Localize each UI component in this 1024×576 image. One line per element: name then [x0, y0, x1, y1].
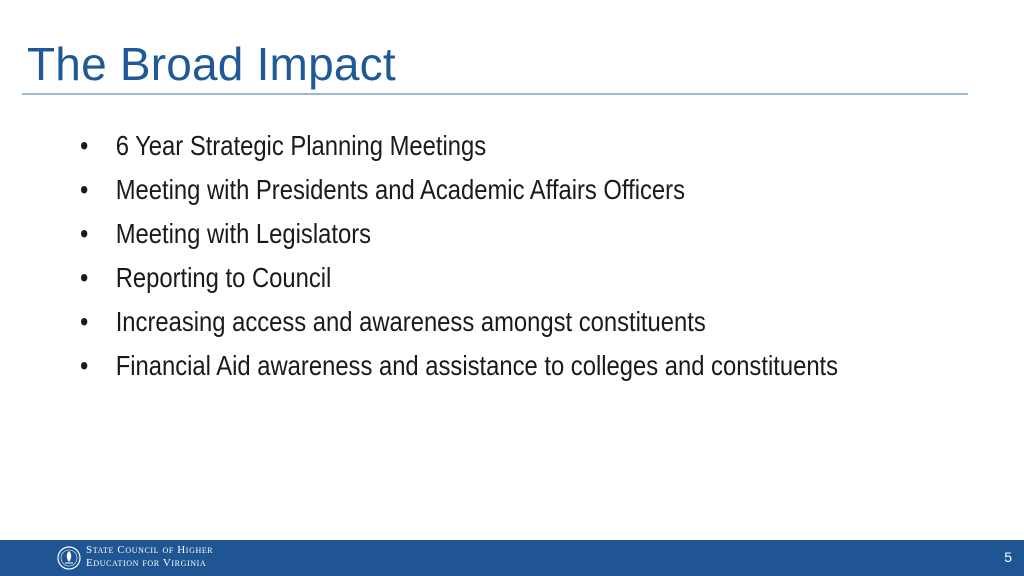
bullet-icon: •	[80, 130, 89, 161]
bullet-text: Increasing access and awareness amongst constituents	[115, 306, 706, 337]
seal-icon	[56, 544, 82, 572]
bullet-icon: •	[80, 174, 89, 205]
list-item	[80, 168, 881, 212]
list-item	[80, 300, 881, 344]
bullet-icon: •	[80, 306, 89, 337]
agency-name	[86, 544, 213, 570]
list-item	[80, 212, 881, 256]
footer-bar	[0, 540, 1024, 576]
bullet-text: Meeting with Legislators	[115, 218, 372, 249]
list-item	[80, 124, 881, 168]
bullet-list	[80, 124, 839, 388]
bullet-icon: •	[80, 218, 89, 249]
agency-name-line-2: Education for Virginia	[86, 557, 207, 569]
list-item	[80, 344, 881, 388]
title-divider	[22, 93, 968, 95]
page-number: 5	[1004, 549, 1012, 565]
list-item	[80, 256, 881, 300]
bullet-text: Meeting with Presidents and Academic Affairs Officers	[115, 174, 685, 205]
bullet-text: Reporting to Council	[115, 262, 332, 293]
agency-name-line-1: State Council of Higher	[86, 544, 214, 556]
bullet-text: 6 Year Strategic Planning Meetings	[115, 130, 487, 161]
bullet-text: Financial Aid awareness and assistance to colleges and constituents	[115, 350, 839, 381]
slide-title: The Broad Impact	[27, 38, 396, 90]
bullet-icon: •	[80, 350, 89, 381]
bullet-icon: •	[80, 262, 89, 293]
